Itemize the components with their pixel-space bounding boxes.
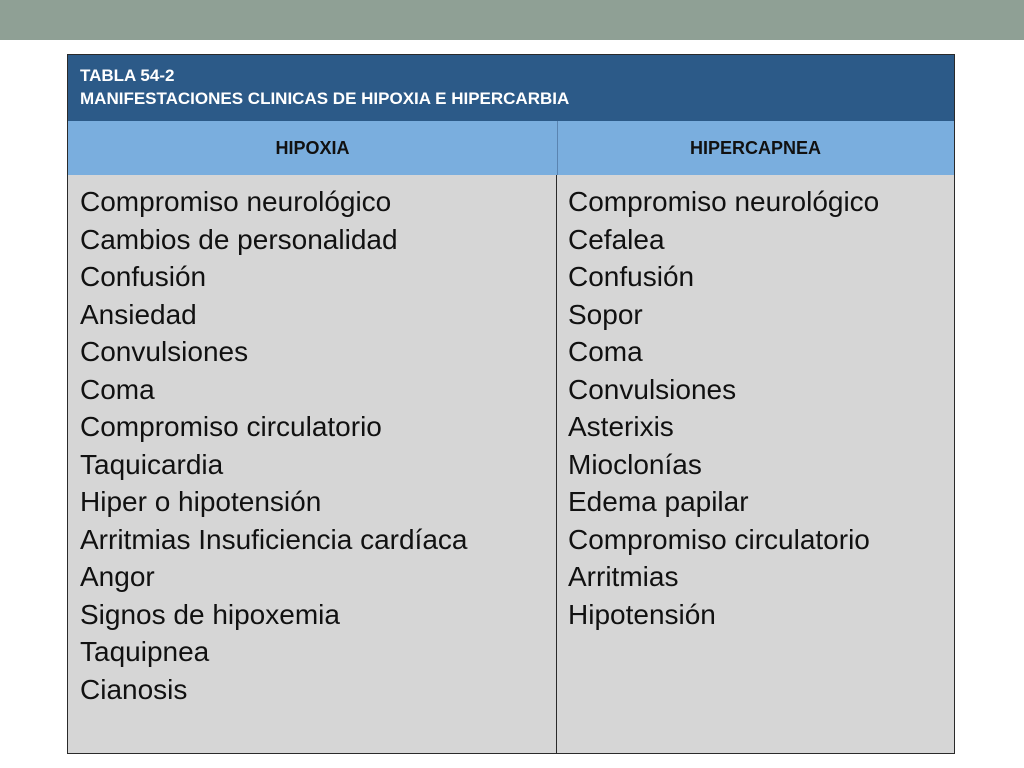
list-item: Sopor <box>568 298 643 330</box>
table-header-row <box>68 121 954 175</box>
table-caption <box>68 55 954 121</box>
list-item: Compromiso circulatorio <box>568 523 870 555</box>
list-item: Compromiso neurológico <box>80 186 392 217</box>
hipercapnea-column <box>557 175 954 753</box>
list-item: Taquipnea <box>80 636 210 667</box>
list-item: Coma <box>80 373 155 405</box>
hipoxia-column <box>68 175 557 753</box>
list-item: Asterixis <box>568 411 674 442</box>
list-item: Mioclonías <box>568 448 702 480</box>
manifestations-table <box>67 54 955 754</box>
list-item: Compromiso circulatorio <box>80 411 382 442</box>
slide-top-bar <box>0 0 1024 40</box>
column-header-hipercapnea: HIPERCAPNEA <box>689 137 822 158</box>
column-header-hipoxia: HIPOXIA <box>275 137 350 158</box>
list-item: Ansiedad <box>80 298 197 330</box>
list-item: Compromiso neurológico <box>568 186 880 217</box>
header-divider <box>557 121 558 175</box>
list-item: Hiper o hipotensión <box>80 486 322 517</box>
list-item: Cianosis <box>80 673 188 705</box>
list-item: Confusión <box>80 261 207 292</box>
list-item: Convulsiones <box>80 336 249 367</box>
list-item: Arritmias <box>568 561 679 592</box>
list-item: Hipotensión <box>568 598 716 630</box>
list-item: Coma <box>568 336 643 367</box>
table-number: TABLA 54-2 <box>80 66 175 85</box>
list-item: Angor <box>80 561 155 592</box>
list-item: Taquicardia <box>80 448 224 480</box>
list-item: Signos de hipoxemia <box>80 598 340 630</box>
list-item: Edema papilar <box>568 486 749 517</box>
table-title: MANIFESTACIONES CLINICAS DE HIPOXIA E HIPERCARBIA <box>80 89 570 108</box>
list-item: Cambios de personalidad <box>80 223 398 255</box>
list-item: Confusión <box>568 261 695 292</box>
table-body-row <box>68 175 954 753</box>
list-item: Cefalea <box>568 223 665 255</box>
list-item: Arritmias Insuficiencia cardíaca <box>80 523 468 555</box>
list-item: Convulsiones <box>568 373 737 405</box>
